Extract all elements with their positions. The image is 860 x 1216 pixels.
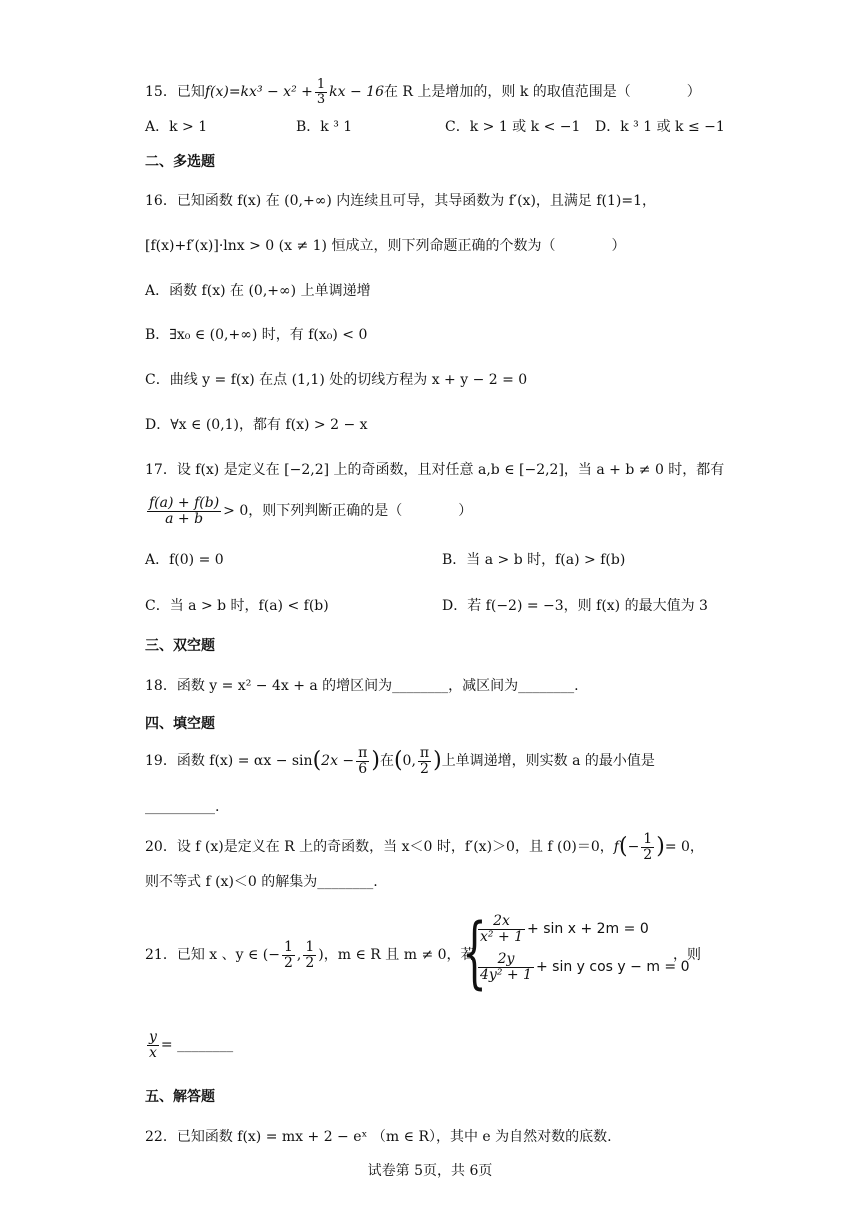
q21-equation-1: $\frac{2x}{\text{x² + 1}}$ + sin x + 2m = 0 bbox=[480, 912, 649, 945]
q16-stem-line2: [f(x)+f′(x)]·lnx > 0 (x ≠ 1) 恒成立，则下列命题正确的个数为（ ） bbox=[145, 238, 626, 254]
section-heading-double-blank: 三、双空题 bbox=[145, 638, 215, 654]
q22-stem: 22．已知函数 f(x) = mx + 2 − eˣ （m ∈ R），其中 e 为自然对数的底数. bbox=[145, 1129, 612, 1145]
q17-stem-line2: $\frac{f(a) + f(b)}{a + b}$ > 0，则下列判断正确的是（ ） bbox=[149, 495, 473, 527]
page-footer: 试卷第 5页，共 6页 bbox=[367, 1163, 493, 1179]
q21-stem-tail: ，则 bbox=[673, 947, 701, 963]
q17-option-c: C．当 a > b 时，f(a) < f(b) bbox=[145, 598, 329, 614]
system-brace: { bbox=[462, 908, 487, 998]
q18-stem: 18．函数 y = x² − 4x + a 的增区间为________，减区间为________. bbox=[145, 678, 579, 694]
q16-stem-line1: 16．已知函数 f(x) 在 (0,+∞) 内连续且可导，其导函数为 f′(x)，且满足 f(1)=1， bbox=[145, 193, 657, 209]
q15-option-d: D．k ³ 1 或 k ≤ −1 bbox=[595, 119, 725, 135]
q16-option-b: B．∃x₀ ∈ (0,+∞) 时，有 f(x₀) < 0 bbox=[145, 327, 368, 343]
q16-option-d: D．∀x ∈ (0,1)，都有 f(x) > 2 − x bbox=[145, 417, 368, 433]
q16-option-c: C．曲线 y = f(x) 在点 (1,1) 处的切线方程为 x + y − 2 = 0 bbox=[145, 372, 528, 388]
q20-stem-line1: 20．设 f (x)是定义在 R 上的奇函数，当 x＜0 时，f′(x)＞0，且 f (0)＝0，f(− $\frac{1}{2}$ )= 0， bbox=[145, 830, 704, 863]
q20-stem-line2: 则不等式 f (x)＜0 的解集为________. bbox=[145, 874, 378, 890]
section-heading-multi-choice: 二、多选题 bbox=[145, 154, 215, 170]
section-heading-fill-blank: 四、填空题 bbox=[145, 716, 215, 732]
section-heading-solution: 五、解答题 bbox=[145, 1089, 215, 1105]
q17-option-a: A．f(0) = 0 bbox=[145, 552, 224, 568]
q17-option-d: D．若 f(−2) = −3，则 f(x) 的最大值为 3 bbox=[442, 598, 708, 614]
q15-stem: 15．已知f(x)=kx³ − x² + $\frac{1}{3}$ kx − 16在 R 上是增加的，则 k 的取值范围是（ ） bbox=[145, 77, 701, 107]
q17-stem-line1: 17．设 f(x) 是定义在 [−2,2] 上的奇函数，且对任意 a,b ∈ [−2,2]，当 a + b ≠ 0 时，都有 bbox=[145, 462, 725, 478]
q17-option-b: B．当 a > b 时，f(a) > f(b) bbox=[442, 552, 626, 568]
q15-option-b: B．k ³ 1 bbox=[296, 119, 353, 135]
q15-option-a: A．k > 1 bbox=[145, 119, 208, 135]
q19-stem: 19．函数 f(x) = αx − sin(2x − $\frac{\pi}{6}$ )在(0, $\frac{\pi}{2}$ )上单调递增，则实数 a 的最小值是 bbox=[145, 744, 655, 777]
q16-option-a: A．函数 f(x) 在 (0,+∞) 上单调递增 bbox=[145, 283, 371, 299]
q21-answer: $\frac{y}{x}$ = ________ bbox=[149, 1028, 234, 1061]
q15-option-c: C．k > 1 或 k < −1 bbox=[445, 119, 581, 135]
q21-stem: 21．已知 x 、y ∈ (− $\frac{1}{2}$ , $\frac{1}{2}$ )，m ∈ R 且 m ≠ 0，若 bbox=[145, 938, 475, 971]
q21-equation-2: $\frac{2y}{\text{4y² + 1}}$ + sin y cos y − m = 0 bbox=[480, 950, 690, 983]
q19-answer-blank: __________. bbox=[145, 799, 220, 815]
